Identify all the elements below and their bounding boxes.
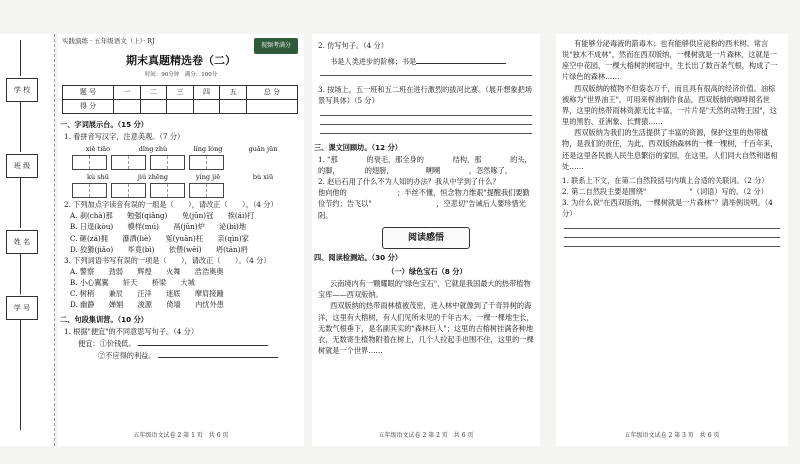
section-heading: 三、课文回顾坊。（12 分） <box>314 142 402 152</box>
answer-line[interactable] <box>564 227 780 229</box>
score-header-cell: 二 <box>140 85 167 99</box>
question: 3. 下列词语书写有误的一项是（ ），请改正（ ）。（4 分） <box>64 255 271 265</box>
prompt-text: ②不应得的利益。 <box>98 351 156 361</box>
answer-line[interactable] <box>564 236 780 238</box>
score-label-cell: 得 分 <box>63 99 114 113</box>
section-heading: 四、阅读检测站。（30 分） <box>314 252 402 262</box>
question: 1. 根据"便宜"的不同意思写句子。（4 分） <box>64 326 199 336</box>
page-footer: 五年级语文试卷 2 第 1 页 共 6 页 <box>133 431 229 439</box>
section-heading: 二、句段集训营。（10 分） <box>60 314 148 324</box>
question: 2. 下列加点字读音有误的一组是（ ），请改正（ ）。（4 分） <box>64 200 278 210</box>
answer-line[interactable] <box>320 132 532 134</box>
option: C. 砸(zá)拥 瀑洒(liè) 冤(yuān)枉 亲(qìn)家 <box>70 233 249 243</box>
pinyin: jiǔ zhēng <box>137 173 169 181</box>
sidebar-line <box>20 320 21 430</box>
pinyin: kù shū <box>87 173 109 181</box>
score-header-cell: 三 <box>167 85 194 99</box>
score-cell[interactable] <box>246 99 297 113</box>
question: 他向他的 ；半丝不懂，恒念物力维艰"提醒我们要勤俭节约；告飞以" ，空悲切"告诫后人要珍惜光阴。 <box>318 188 530 220</box>
sidebar-line <box>20 178 21 228</box>
score-cell[interactable] <box>114 99 141 113</box>
pinyin: yíng jiē <box>195 173 221 181</box>
binding-sidebar <box>0 34 55 446</box>
score-header-cell: 一 <box>114 85 141 99</box>
score-cell[interactable] <box>167 99 194 113</box>
option: C. 树稍 兼辰 汪洋 迷底 摩肩接踵 <box>70 289 224 299</box>
pinyin-row <box>72 144 304 154</box>
exam-page-1 <box>58 34 304 446</box>
answer-line[interactable] <box>564 245 780 247</box>
option: D. 幽静 婵娟 浚源 倚墙 内忧外患 <box>70 300 224 310</box>
video-badge[interactable]: 视频考满分 <box>254 38 298 54</box>
question: 1. 看拼音写汉字，注意美观。（7 分） <box>64 131 185 141</box>
pinyin: xiē tiāo <box>85 144 111 153</box>
score-header-cell: 总 分 <box>246 85 297 99</box>
question: 3. 按场上，五一班和五二班在进行激烈的拔河比赛。（展开想象把场景写具体）（5 分） <box>318 85 532 106</box>
sidebar-line <box>20 102 21 152</box>
name-field[interactable]: 姓 名 <box>6 230 38 254</box>
question: 1. "那 的衰毛，那全身的 结构，那 的头， 的脚， 的翅膀， 嗍嗍 ，忽然啄了， <box>318 154 550 175</box>
option: B. 日逞(kòu) 模样(mú) 鬲(jūn)炉 泌(bì)地 <box>70 222 247 232</box>
answer-prompt <box>330 55 540 67</box>
story-paragraph: 西双版纳为我们的生活提供了丰富的资源，保护这里的热带植物，是我们的责任，为此，西双版纳森林的一棵一棵树，千百年来，还是这里各民族人民生息繁衍的家园，在这里，人们同大自然和谐相处…… <box>562 128 778 171</box>
score-table <box>62 85 298 114</box>
page-footer: 五年级语文试卷 2 第 2 页 共 6 页 <box>378 431 474 439</box>
pinyin: líng lóng <box>193 144 223 153</box>
story-paragraph: 西双版纳的植物不但姿态万千，而且具有很高的经济价值。油棕被称为"世界油王"，可用来榨油制作食品，西双版纳的咖啡闻名世界，这里的热带雨林资源无比丰富，一片片是"天然的动物王国"，这里的黑豹、亚洲象、长臂猿…… <box>562 83 778 127</box>
student-id-field[interactable]: 学 号 <box>6 296 38 320</box>
score-header-cell: 题 号 <box>63 85 114 99</box>
option: D. 狡猾(jiǎo) 毕竟(bì) 依偎(wēi) 坍(tān)坍 <box>70 244 248 254</box>
exam-meta: 时间：90分钟 满分：100分 <box>144 72 218 79</box>
page-header: 实践演练 · 五年级语文（上）· RJ <box>62 37 155 45</box>
score-header-cell: 五 <box>220 85 247 99</box>
option: A. 刹(chà)那 勉强(qiǎng) 免(jūn)冠 挨(ái)打 <box>70 211 255 221</box>
score-header-cell: 四 <box>193 85 220 99</box>
question: 3. 为什么说"在西双版纳，一棵树就是一片森林"？请举例说明。（4 分） <box>562 198 773 219</box>
option: A. 警察 劲弱 辉煌 火舞 浩浩奥奥 <box>70 267 224 276</box>
prompt-text: 书是人类进步的阶梯；书是 <box>330 57 417 67</box>
prompt-text: 便宜：①价钱低。 <box>78 338 136 348</box>
score-cell[interactable] <box>220 99 247 113</box>
pinyin-row <box>72 172 304 182</box>
sidebar-line <box>20 254 21 294</box>
reading-banner: 阅读感悟 <box>382 227 470 249</box>
story-title: （一）绿色宝石（8 分） <box>387 266 467 276</box>
answer-blank[interactable] <box>416 55 506 64</box>
exam-page-2 <box>312 34 550 446</box>
answer-line[interactable] <box>320 114 532 116</box>
sidebar-line <box>20 40 21 76</box>
question: 2. 仿写句子。（4 分） <box>318 41 388 50</box>
story-paragraph: 云南境内有一颗耀眼的"绿色宝石"，它就是我国最大的热带植物宝库——西双版纳。 <box>318 279 531 300</box>
question: 2. 赵后石用了什么不为人知的办法？我从中学到了什么？ <box>318 177 500 187</box>
answer-line[interactable] <box>320 74 532 76</box>
question: 2. 第二自然段主要是围绕" "（词语）写的。（2 分） <box>562 187 768 197</box>
score-cell[interactable] <box>140 99 167 113</box>
pinyin: dǐng zhǔ <box>138 144 168 153</box>
pinyin: bù xiū <box>252 173 274 181</box>
class-field[interactable]: 班 级 <box>6 154 38 178</box>
answer-line[interactable] <box>320 123 532 125</box>
section-heading: 一、字词展示台。（15 分） <box>60 119 148 129</box>
pinyin: guǎn jūn <box>248 144 278 153</box>
page-footer: 五年级语文试卷 2 第 3 页 共 6 页 <box>624 431 720 439</box>
exam-page-3 <box>556 34 788 446</box>
answer-prompt <box>98 349 304 361</box>
school-field[interactable]: 学 校 <box>6 78 38 102</box>
writing-grid[interactable] <box>72 155 304 170</box>
story-paragraph: 西双版纳的热带雨林植被茂密，进入林中就像到了千奇异树的海洋，这里有大榕树，有人们见所未见的千年古木，一棵一棵地生长，无数气根垂下，是名副其实的"森林巨人"；这里的古榕树挂满各种地衣，无数寄生植物附着在树上，几个人拉起手也围不住，这里的一棵树就是一个世界…… <box>318 301 534 355</box>
score-cell[interactable] <box>193 99 220 113</box>
story-paragraph: 有能够分泌毒液的箭毒木；也有能够供应泌粉的西米树。常言说"独木不成林"，然而在西双版纳，一棵树就是一片森林，这就是一座空中花园，一棵大榕树的树冠中，生长出了数百条气根，构成了一片绿色的森林…… <box>562 39 778 82</box>
answer-blank[interactable] <box>158 349 278 358</box>
option: B. 小心翼翼 轩天 桥梁 大城 <box>70 278 195 288</box>
question: 1. 联系上下文，在第二自然段括号内填上合适的关联词。（2 分） <box>562 175 769 185</box>
answer-blank[interactable] <box>138 337 268 346</box>
answer-prompt <box>78 337 304 349</box>
page-title: 期末真题精选卷（二） <box>126 54 236 68</box>
writing-grid[interactable] <box>72 183 304 198</box>
